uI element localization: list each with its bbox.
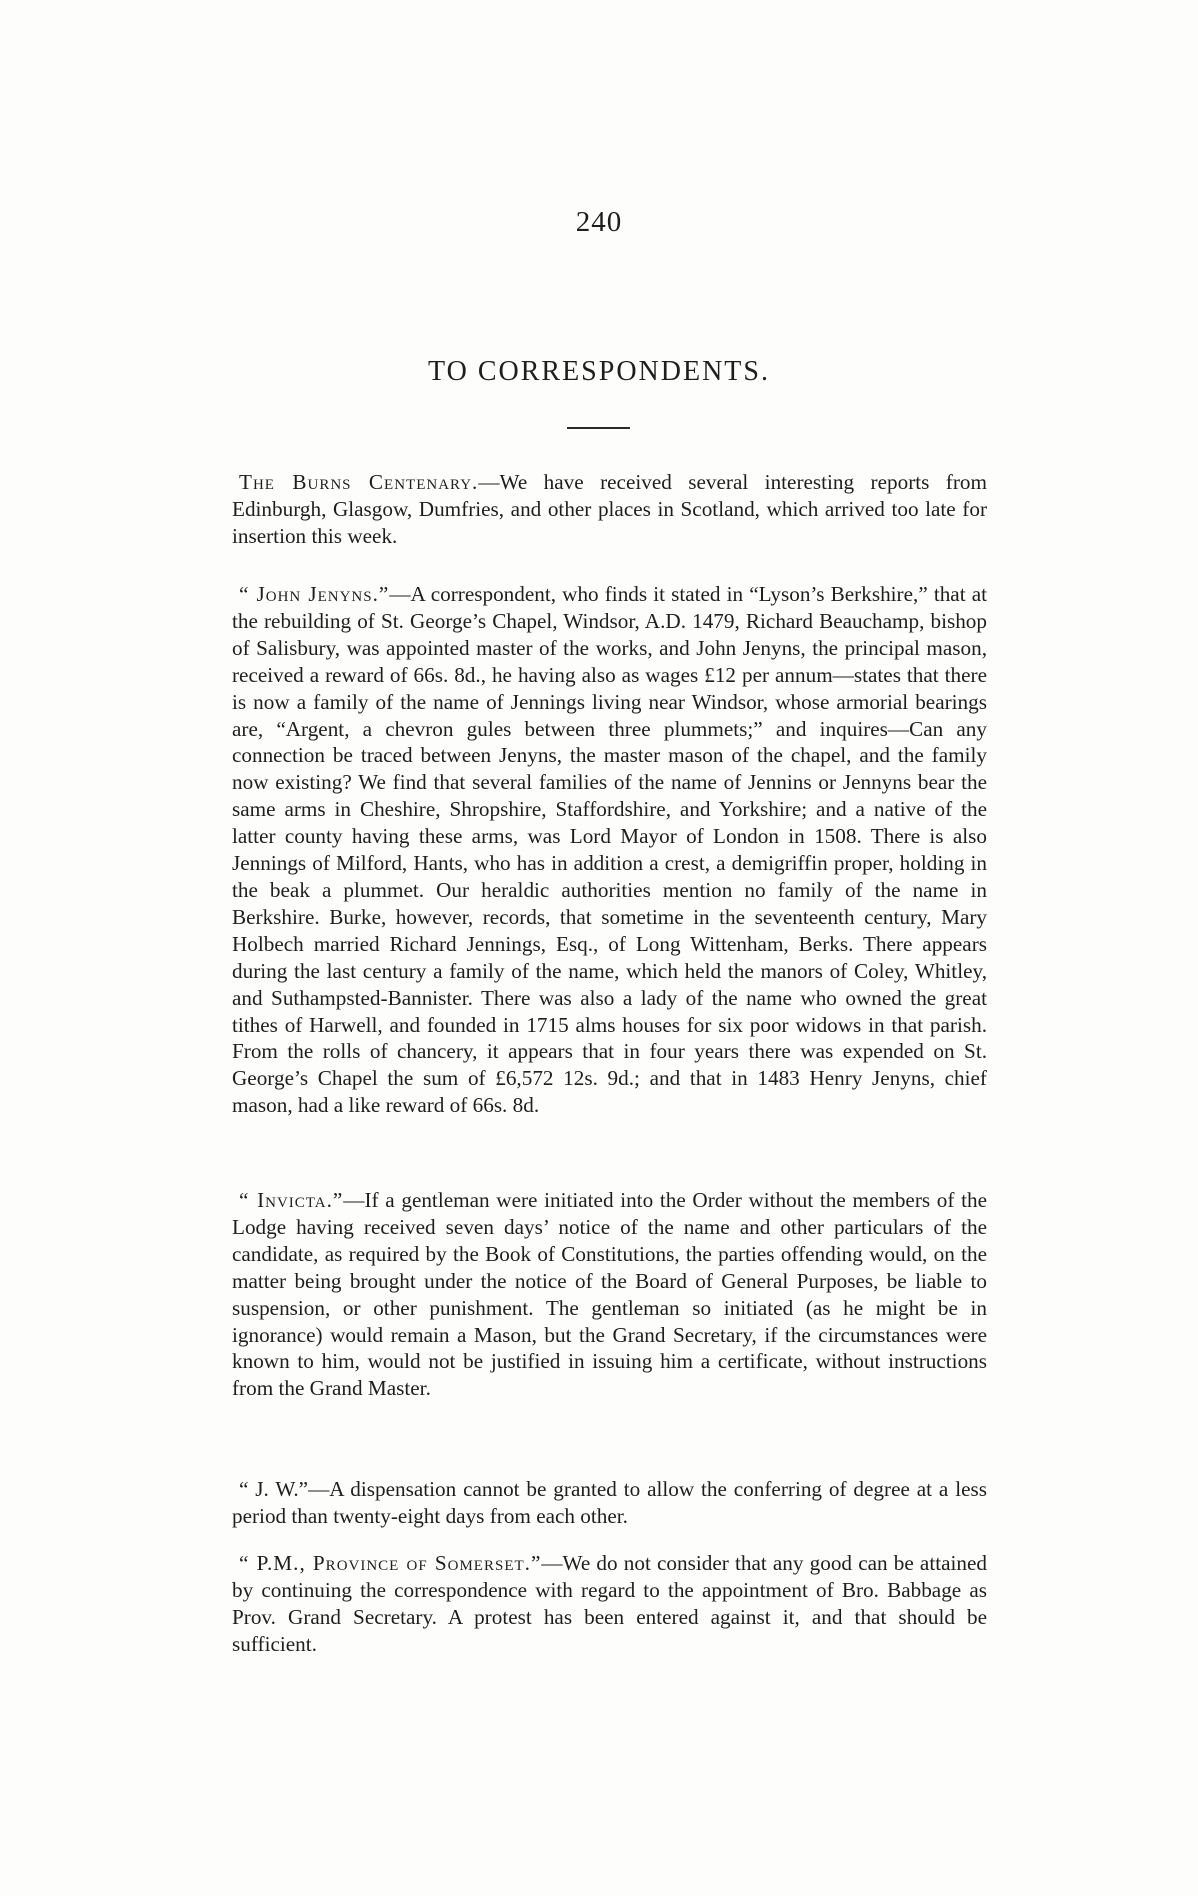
note-body: —A correspondent, who finds it stated in “Lyson’s Berkshire,” that at the rebuilding of St. George’s Chapel, Windsor, A.D. 1479, Richard Beauchamp, bishop of Salisbury, was appointed master of the works, and John Jenyns, the principal mason, received a reward of 66s. 8d., he having also as wages £12 per annum—states that there is now a family of the name of Jennings living near Windsor, whose armorial bearings are, “Argent, a chevron gules between three plummets;” and inquires—Can any connection be traced between Jenyns, the master mason of the chapel, and the family now existing? We find that several families of the name of Jennins or Jennyns bear the same arms in Cheshire, Shropshire, Staffordshire, and Yorkshire; and a native of the latter county having these arms, was Lord Mayor of London in 1508. There is also Jennings of Milford, Hants, who has in addition a crest, a demigriffin proper, holding in the beak a plummet. Our heraldic authorities mention no family of the name in Berkshire. Burke, however, records, that sometime in the seventeenth century, Mary Holbech married Richard Jennings, Esq., of Long Wittenham, Berks. There appears during the last century a family of the name, which held the manors of Coley, Whitley, and Suthampsted-Bannister. There was also a lady of the name who owned the great tithes of Harwell, and founded in 1715 alms houses for six poor widows in that parish. From the rolls of chancery, it appears that in four years there was expended on St. George’s Chapel the sum of £6,572 12s. 9d.; and that in 1483 Henry Jenyns, chief mason, had a like reward of 66s. 8d. [232,582,987,1118]
note-heading: “ P.M., Province of Somerset.” [239,1551,542,1575]
note-heading: The Burns Centenary. [239,470,479,494]
note-heading: “ Invicta.” [239,1188,344,1212]
page-number: 240 [575,206,623,238]
correspondent-note-pm-somerset [232,1550,987,1658]
correspondent-note-john-jenyns [232,581,987,1119]
correspondent-note-burns-centenary [232,469,987,550]
note-body: —If a gentleman were initiated into the Order without the members of the Lodge having received seven days’ notice of the name and other particulars of the candidate, as required by the Book of Constitutions, the parties offending would, on the matter being brought under the notice of the Board of General Purposes, be liable to suspension, or other punishment. The gentleman so initiated (as he might be in ignorance) would remain a Mason, but the Grand Secretary, if the circumstances were known to him, would not be justified in issuing him a certificate, without instructions from the Grand Master. [232,1188,987,1401]
note-body: —A dispensation cannot be granted to allow the conferring of degree at a less period than twenty-eight days from each other. [232,1477,987,1528]
correspondent-note-invicta [232,1187,987,1402]
note-body: —We have received several interesting reports from Edinburgh, Glasgow, Dumfries, and other places in Scotland, which arrived too late for insertion this week. [232,470,987,548]
note-body: —We do not consider that any good can be attained by continuing the correspondence with regard to the appointment of Bro. Babbage as Prov. Grand Secretary. A protest has been entered against it, and that should be sufficient. [232,1551,987,1656]
note-heading: “ John Jenyns.” [239,582,390,606]
page-title: TO CORRESPONDENTS. [428,356,770,387]
correspondent-note-jw [232,1476,987,1530]
title-divider [567,427,630,429]
note-heading: “ J. W.” [239,1477,309,1501]
